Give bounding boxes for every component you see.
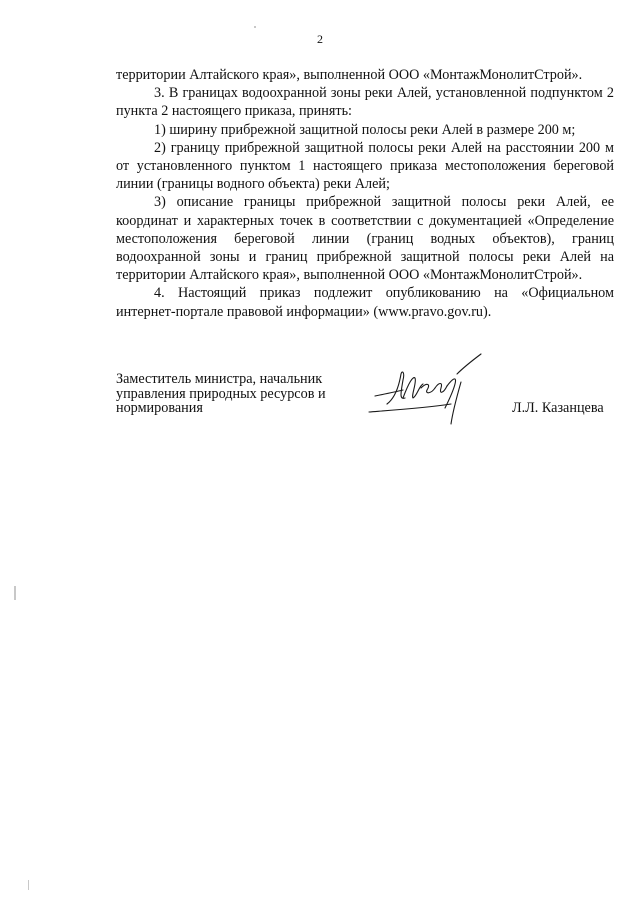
scan-artifact [254, 26, 256, 28]
scan-artifact [14, 586, 16, 600]
paragraph-subitem-2: 2) границу прибрежной защитной полосы реки Алей на расстоянии 200 м от установленного пунктом 1 настоящего приказа местоположения береговой линии (границы водного объекта) реки Алей; [116, 139, 614, 193]
paragraph-subitem-3: 3) описание границы прибрежной защитной полосы реки Алей, ее координат и характерных точек в соответствии с документацией «Определение местоположения береговой линии (границ водных объектов), границ водоохранной зоны и границ прибрежной защитной полосы реки Алей на территории Алтайского края», выполненной ООО «МонтажМонолитСтрой». [116, 194, 614, 284]
signer-position [116, 372, 376, 416]
signer-name: Л.Л. Казанцева [512, 400, 604, 416]
handwritten-signature [365, 352, 495, 430]
signer-position-line: управления природных ресурсов и [116, 385, 326, 402]
paragraph-item-4: 4. Настоящий приказ подлежит опубликованию на «Официальном интернет-портале правовой информации» (www.pravo.gov.ru). [116, 285, 614, 320]
paragraph-continuation: территории Алтайского края», выполненной ООО «МонтажМонолитСтрой». [116, 67, 583, 83]
paragraph-item-3: 3. В границах водоохранной зоны реки Алей, установленной подпунктом 2 пункта 2 настоящего приказа, принять: [116, 85, 614, 120]
order-body-text [116, 66, 614, 321]
paragraph-subitem-1: 1) ширину прибрежной защитной полосы реки Алей в размере 200 м; [154, 121, 576, 138]
signer-position-line: нормирования [116, 400, 203, 417]
scan-artifact [28, 880, 29, 890]
page-number: 2 [317, 32, 323, 46]
signer-position-line: Заместитель министра, начальник [116, 371, 323, 387]
